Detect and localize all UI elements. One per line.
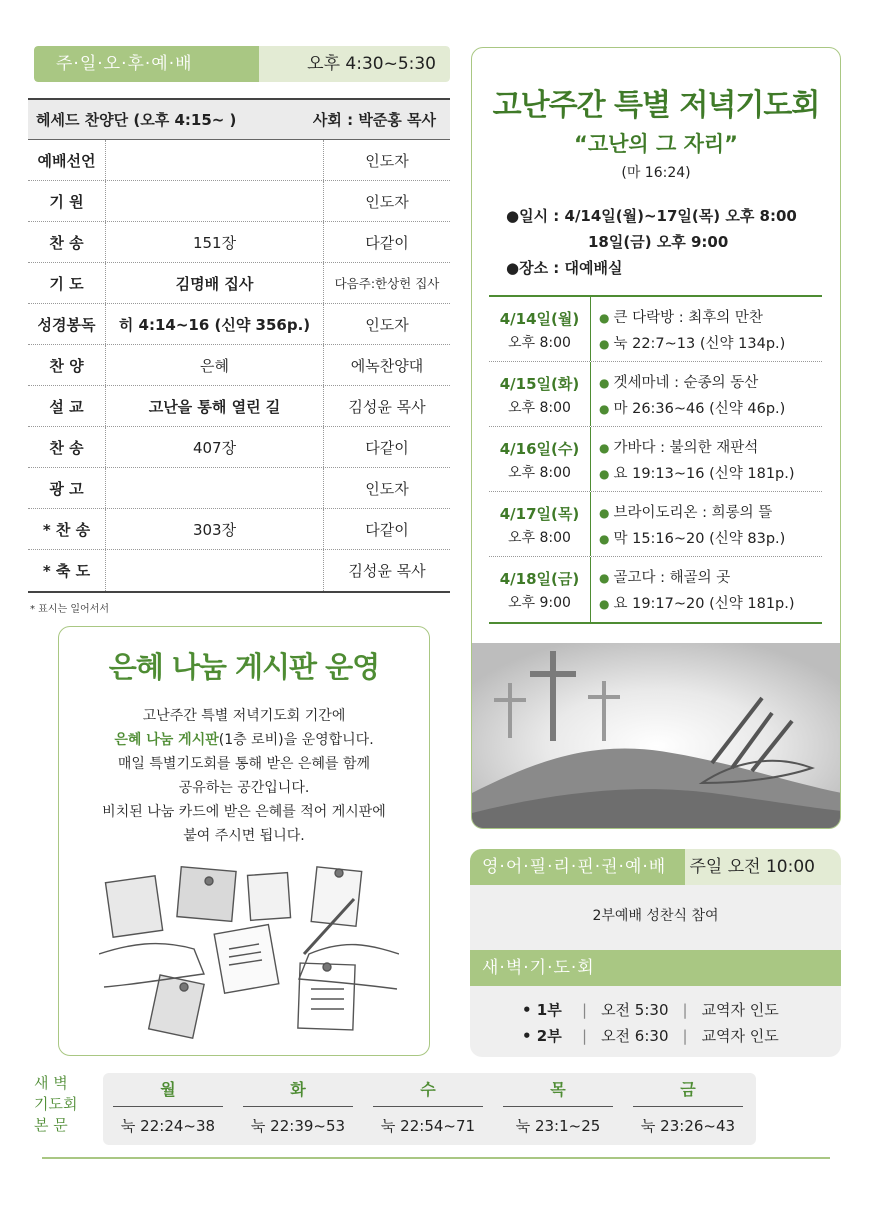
grace-line: 고난주간 특별 저녁기도회 기간에 — [142, 708, 346, 724]
reading-text: 눅 23:26~43 — [640, 1117, 736, 1135]
row-item: 성경봉독 — [28, 304, 106, 344]
row-leader: 김성윤 목사 — [348, 562, 426, 580]
reading-day: 목 — [503, 1073, 613, 1107]
english-service-box — [470, 849, 841, 1057]
order-of-worship-table — [28, 98, 450, 593]
choir-label: 헤세드 찬양단 (오후 4:15~ ) — [36, 111, 237, 129]
bullet-icon: ● — [599, 402, 610, 416]
passion-schedule-table — [489, 295, 822, 624]
row-content: 김명배 집사 — [106, 263, 324, 303]
row-leader: 인도자 — [365, 315, 409, 334]
row-content: 303장 — [106, 509, 324, 549]
row-leader: 인도자 — [365, 192, 409, 211]
schedule-row — [489, 297, 822, 362]
grace-board-box — [58, 626, 430, 1056]
row-item: 예배선언 — [28, 140, 106, 180]
row-item: * 찬 송 — [28, 509, 106, 549]
bullet-icon: ● — [599, 532, 610, 546]
english-service-header — [470, 849, 841, 885]
bullet-icon: ● — [599, 467, 610, 481]
table-row — [28, 427, 450, 468]
schedule-row — [489, 492, 822, 557]
passion-info — [506, 203, 797, 281]
bullet-icon: ● — [599, 506, 610, 520]
table-row — [28, 181, 450, 222]
reading-column — [369, 1073, 487, 1145]
grace-line: 비치된 나눔 카드에 받은 은혜를 적어 게시판에 — [102, 804, 386, 820]
row-item: 찬 양 — [28, 345, 106, 385]
grace-line: 매일 특별기도회를 통해 받은 은혜를 함께 — [117, 756, 371, 772]
schedule-verse: 요 19:13~16 (신약 181p.) — [613, 466, 795, 482]
reading-column — [629, 1073, 747, 1145]
schedule-verse: 눅 22:7~13 (신약 134p.) — [613, 336, 786, 352]
reading-text: 눅 22:39~53 — [250, 1117, 346, 1135]
reading-column — [499, 1073, 617, 1145]
dawn-leader: 교역자 인도 — [701, 1001, 779, 1019]
grace-line-rest: (1층 로비)을 운영합니다. — [218, 732, 374, 748]
dawn-time: 오전 6:30 — [601, 1027, 669, 1045]
passion-reference: (마 16:24) — [621, 165, 691, 181]
grace-board-body — [59, 704, 429, 848]
separator: | — [682, 1027, 688, 1045]
grace-board-title: 은혜 나눔 게시판 운영 — [108, 650, 380, 684]
row-item: 설 교 — [28, 386, 106, 426]
schedule-time: 오후 9:00 — [508, 595, 571, 611]
bullet-icon: ● — [599, 571, 610, 585]
reading-day: 금 — [633, 1073, 743, 1107]
order-header — [28, 100, 450, 140]
row-content — [106, 550, 324, 591]
table-row — [28, 222, 450, 263]
reading-text: 눅 22:24~38 — [120, 1117, 216, 1135]
dawn-prayer-list — [522, 997, 779, 1049]
grace-line: 공유하는 공간입니다. — [178, 780, 310, 796]
table-row — [28, 550, 450, 591]
host-label: 사회 : 박준홍 목사 — [312, 111, 436, 129]
table-row — [28, 468, 450, 509]
separator: | — [582, 1027, 588, 1045]
passion-date-line: ●일시 : 4/14일(월)~17일(목) 오후 8:00 — [506, 207, 797, 225]
bullet-icon: ● — [599, 597, 610, 611]
passion-week-box — [471, 47, 841, 829]
calvary-crosses-image — [472, 643, 841, 829]
row-item: * 축 도 — [28, 550, 106, 591]
table-row — [28, 345, 450, 386]
row-content: 히 4:14~16 (신약 356p.) — [106, 304, 324, 344]
table-row — [28, 140, 450, 181]
table-row — [28, 386, 450, 427]
list-item — [522, 1023, 779, 1049]
schedule-topic: 브라이도리온 : 희롱의 뜰 — [613, 505, 773, 521]
schedule-date: 4/17일(목) — [499, 505, 580, 523]
dawn-time: 오전 5:30 — [601, 1001, 669, 1019]
reading-text: 눅 22:54~71 — [380, 1117, 476, 1135]
passion-title: 고난주간 특별 저녁기도회 — [492, 88, 820, 123]
english-service-note: 2부예배 성찬식 참여 — [592, 908, 719, 924]
row-item: 찬 송 — [28, 427, 106, 467]
reading-text: 눅 23:1~25 — [515, 1117, 601, 1135]
separator: | — [582, 1001, 588, 1019]
list-item — [522, 997, 779, 1023]
row-item: 기 원 — [28, 181, 106, 221]
schedule-date: 4/14일(월) — [499, 310, 580, 328]
row-content — [106, 181, 324, 221]
schedule-verse: 막 15:16~20 (신약 83p.) — [613, 531, 786, 547]
readings-label-line: 새 벽 — [34, 1074, 68, 1092]
passion-date-line-2: 18일(금) 오후 9:00 — [588, 233, 729, 251]
bullet-icon: ● — [599, 337, 610, 351]
afternoon-service-time: 오후 4:30~5:30 — [307, 54, 436, 74]
table-row — [28, 304, 450, 345]
schedule-date: 4/15일(화) — [499, 375, 580, 393]
schedule-row — [489, 427, 822, 492]
row-item: 찬 송 — [28, 222, 106, 262]
dawn-part: • 2부 — [522, 1027, 562, 1045]
row-leader: 인도자 — [365, 479, 409, 498]
reading-column — [109, 1073, 227, 1145]
reading-day: 월 — [113, 1073, 223, 1107]
schedule-topic: 겟세마네 : 순종의 동산 — [613, 375, 759, 391]
afternoon-service-label: 주·일·오·후·예·배 — [34, 46, 259, 82]
english-service-label: 영·어·필·리·핀·권·예·배 — [470, 849, 685, 885]
bullet-icon: ● — [599, 376, 610, 390]
row-content: 은혜 — [106, 345, 324, 385]
row-item: 기 도 — [28, 263, 106, 303]
reading-day: 화 — [243, 1073, 353, 1107]
readings-label — [34, 1073, 98, 1136]
afternoon-service-header — [34, 46, 450, 82]
schedule-time: 오후 8:00 — [508, 400, 571, 416]
schedule-row — [489, 557, 822, 622]
grace-highlight: 은혜 나눔 게시판 — [114, 732, 219, 748]
separator: | — [682, 1001, 688, 1019]
row-leader: 다음주:한상헌 집사 — [334, 276, 440, 291]
row-content: 407장 — [106, 427, 324, 467]
dawn-leader: 교역자 인도 — [701, 1027, 779, 1045]
bottom-divider — [42, 1157, 830, 1159]
schedule-time: 오후 8:00 — [508, 530, 571, 546]
dawn-prayer-label: 새·벽·기·도·회 — [470, 950, 841, 986]
row-leader: 다같이 — [365, 233, 409, 252]
schedule-date: 4/16일(수) — [499, 440, 580, 458]
schedule-topic: 골고다 : 해골의 곳 — [613, 570, 731, 586]
schedule-row — [489, 362, 822, 427]
schedule-time: 오후 8:00 — [508, 465, 571, 481]
row-leader: 김성윤 목사 — [348, 397, 426, 416]
readings-table — [103, 1073, 756, 1145]
row-content: 151장 — [106, 222, 324, 262]
bullet-icon: ● — [599, 441, 610, 455]
english-service-time: 주일 오전 10:00 — [689, 857, 815, 877]
standing-note: * 표시는 일어서서 — [30, 604, 109, 615]
bullet-icon: ● — [599, 311, 610, 325]
readings-label-line: 본 문 — [34, 1116, 68, 1134]
grace-line — [59, 728, 429, 752]
notes-board-illustration — [99, 859, 399, 1044]
row-leader: 다같이 — [365, 438, 409, 457]
row-content: 고난을 통해 열린 길 — [106, 386, 324, 426]
row-leader: 인도자 — [365, 151, 409, 170]
row-content — [106, 140, 324, 180]
table-row — [28, 263, 450, 304]
row-leader: 다같이 — [365, 520, 409, 539]
schedule-verse: 요 19:17~20 (신약 181p.) — [613, 596, 795, 612]
passion-subtitle: “고난의 그 자리” — [574, 132, 738, 156]
schedule-topic: 가바다 : 불의한 재판석 — [613, 440, 759, 456]
schedule-time: 오후 8:00 — [508, 335, 571, 351]
row-leader: 에녹찬양대 — [350, 356, 424, 375]
schedule-date: 4/18일(금) — [499, 570, 580, 588]
row-item: 광 고 — [28, 468, 106, 508]
reading-day: 수 — [373, 1073, 483, 1107]
grace-line: 붙여 주시면 됩니다. — [183, 828, 305, 844]
passion-place: ●장소 : 대예배실 — [506, 259, 623, 277]
row-content — [106, 468, 324, 508]
readings-label-line: 기도회 — [34, 1095, 78, 1113]
table-row — [28, 509, 450, 550]
reading-column — [239, 1073, 357, 1145]
schedule-verse: 마 26:36~46 (신약 46p.) — [613, 401, 786, 417]
dawn-part: • 1부 — [522, 1001, 562, 1019]
schedule-topic: 큰 다락방 : 최후의 만찬 — [613, 310, 763, 326]
